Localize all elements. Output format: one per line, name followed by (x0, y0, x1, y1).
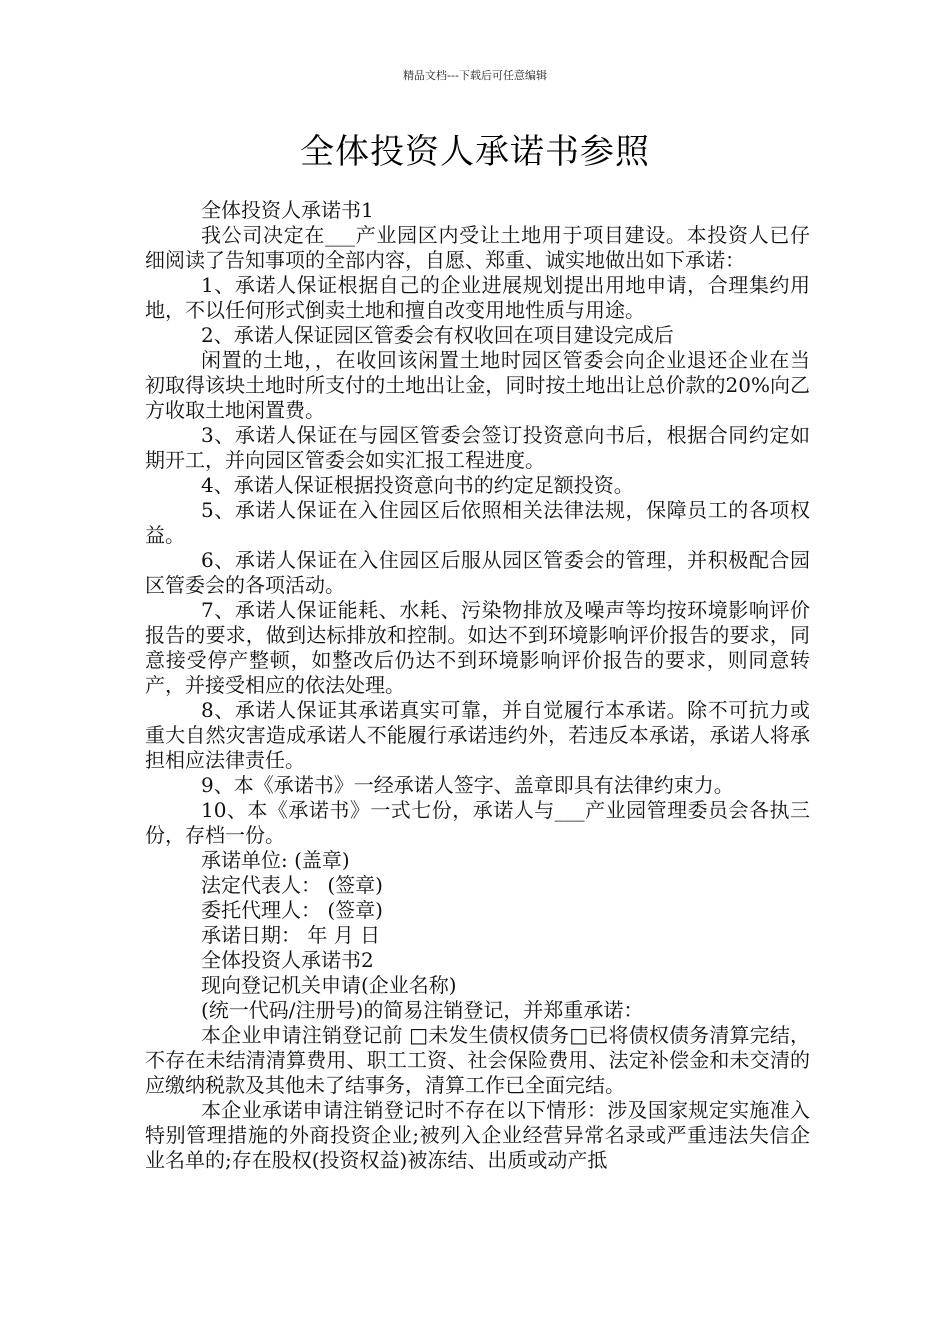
paragraph: 8、承诺人保证其承诺真实可靠，并自觉履行本承诺。除不可抗力或重大自然灾害造成承诺人不能履行承诺违约外，若违反本承诺，承诺人将承担相应法律责任。 (145, 698, 810, 772)
header-note: 精品文档---下载后可任意编辑 (403, 69, 547, 82)
signature-unit-line: 承诺单位: (盖章) (201, 848, 350, 872)
paragraph: 3、承诺人保证在与园区管委会签订投资意向书后，根据合同约定如期开工，并向园区管委会如实汇报工程进度。 (145, 423, 810, 472)
page-title: 全体投资人承诺书参照 (300, 132, 650, 172)
paragraph: 1、承诺人保证根据自己的企业进展规划提出用地申请，合理集约用地，不以任何形式倒卖土地和擅自改变用地性质与用途。 (145, 273, 810, 322)
paragraph: 我公司决定在___产业园区内受让土地用于项目建设。本投资人已仔细阅读了告知事项的全部内容，自愿、郑重、诚实地做出如下承诺： (145, 223, 810, 272)
paragraph: 6、承诺人保证在入住园区后服从园区管委会的管理，并积极配合园区管委会的各项活动。 (145, 548, 810, 597)
paragraph: 5、承诺人保证在入住园区后依照相关法律法规，保障员工的各项权益。 (145, 498, 810, 547)
section-heading-2: 全体投资人承诺书2 (201, 948, 374, 972)
paragraph: 闲置的土地，，在收回该闲置土地时园区管委会向企业退还企业在当初取得该块土地时所支付的土地出让金，同时按土地出让总价款的20%向乙方收取土地闲置费。 (145, 348, 810, 422)
paragraph: 本企业承诺申请注销登记时不存在以下情形：涉及国家规定实施准入特别管理措施的外商投资企业;被列入企业经营异常名录或严重违法失信企业名单的;存在股权(投资权益)被冻结、出质或动产抵 (145, 1098, 810, 1172)
paragraph: 现向登记机关申请(企业名称) (201, 973, 457, 997)
section-heading-1: 全体投资人承诺书1 (201, 198, 374, 222)
paragraph: 4、承诺人保证根据投资意向书的约定足额投资。 (201, 473, 634, 497)
agent-line: 委托代理人： (签章) (201, 898, 383, 922)
paragraph: 9、本《承诺书》一经承诺人签字、盖章即具有法律约束力。 (201, 773, 734, 797)
date-line: 承诺日期： 年 月 日 (201, 923, 381, 947)
legal-representative-line: 法定代表人： (签章) (201, 873, 383, 897)
paragraph: 10、本《承诺书》一式七份，承诺人与___产业园管理委员会各执三份，存档一份。 (145, 798, 810, 847)
document-body (145, 198, 810, 1173)
paragraph: (统一代码/注册号)的简易注销登记，并郑重承诺： (201, 998, 644, 1022)
paragraph: 本企业申请注销登记前 □未发生债权债务□已将债权债务清算完结，不存在未结清清算费用、职工工资、社会保险费用、法定补偿金和未交清的应缴纳税款及其他未了结事务，清算工作已全面完结。 (145, 1023, 810, 1097)
paragraph: 7、承诺人保证能耗、水耗、污染物排放及噪声等均按环境影响评价报告的要求，做到达标排放和控制。如达不到环境影响评价报告的要求，同意接受停产整顿，如整改后仍达不到环境影响评价报告的要求，则同意转产，并接受相应的依法处理。 (145, 598, 810, 697)
paragraph: 2、承诺人保证园区管委会有权收回在项目建设完成后 (201, 323, 674, 347)
